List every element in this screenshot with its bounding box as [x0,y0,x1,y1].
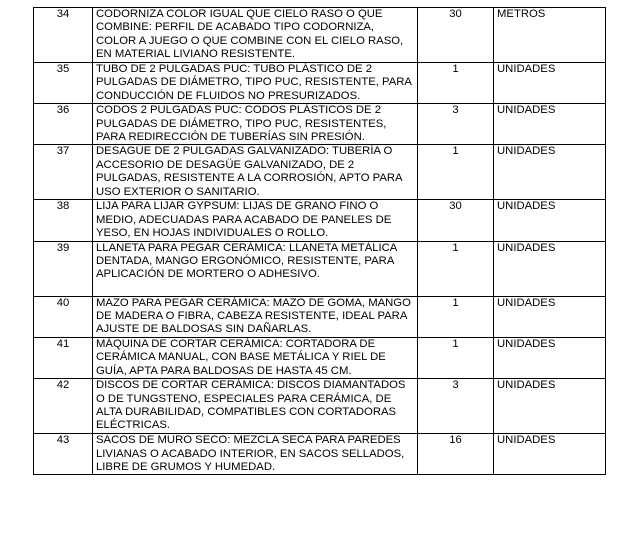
item-quantity: 3 [418,104,494,145]
item-description: LIJA PARA LIJAR GYPSUM: LIJAS DE GRANO FINO O MEDIO, ADECUADAS PARA ACABADO DE PANELES DE YESO, EN HOJAS INDIVIDUALES O ROLLO. [93,200,418,241]
table-row [34,241,606,296]
item-quantity: 30 [418,8,494,63]
item-quantity: 3 [418,379,494,434]
item-unit: UNIDADES [494,63,606,104]
item-description: LLANETA PARA PEGAR CERÁMICA: LLANETA METÁLICA DENTADA, MANGO ERGONÓMICO, RESISTENTE, PARA APLICACIÓN DE MORTERO O ADHESIVO. [93,241,418,296]
item-unit: UNIDADES [494,296,606,337]
item-number: 42 [34,379,93,434]
item-unit: UNIDADES [494,379,606,434]
item-description: MAZO PARA PEGAR CERÁMICA: MAZO DE GOMA, MANGO DE MADERA O FIBRA, CABEZA RESISTENTE, IDEAL PARA AJUSTE DE BALDOSAS SIN DAÑARLAS. [93,296,418,337]
item-number: 43 [34,434,93,475]
item-quantity: 1 [418,337,494,378]
table-row [34,104,606,145]
item-description: CODOS 2 PULGADAS PUC: CODOS PLÁSTICOS DE 2 PULGADAS DE DIÁMETRO, TIPO PUC, RESISTENTES, PARA REDIRECCIÓN DE TUBERÍAS SIN PRESIÓN. [93,104,418,145]
item-quantity: 1 [418,63,494,104]
items-table [33,7,606,475]
item-unit: UNIDADES [494,104,606,145]
table-row [34,63,606,104]
items-table-body [34,8,606,475]
table-row [34,337,606,378]
item-number: 37 [34,145,93,200]
table-row [34,8,606,63]
item-number: 34 [34,8,93,63]
item-unit: UNIDADES [494,241,606,296]
table-row [34,200,606,241]
item-unit: UNIDADES [494,145,606,200]
item-description: DISCOS DE CORTAR CERÁMICA: DISCOS DIAMANTADOS O DE TUNGSTENO, ESPECIALES PARA CERÁMICA, DE ALTA DURABILIDAD, COMPATIBLES CON CORTADORAS ELÉCTRICAS. [93,379,418,434]
item-unit: METROS [494,8,606,63]
item-unit: UNIDADES [494,337,606,378]
item-quantity: 16 [418,434,494,475]
item-quantity: 1 [418,145,494,200]
item-number: 35 [34,63,93,104]
item-description: DESAGÜE DE 2 PULGADAS GALVANIZADO: TUBERÍA O ACCESORIO DE DESAGÜE GALVANIZADO, DE 2 PULGADAS, RESISTENTE A LA CORROSIÓN, APTO PARA USO EXTERIOR O SANITARIO. [93,145,418,200]
item-number: 38 [34,200,93,241]
item-unit: UNIDADES [494,200,606,241]
item-description: SACOS DE MURO SECO: MEZCLA SECA PARA PAREDES LIVIANAS O ACABADO INTERIOR, EN SACOS SELLADOS, LIBRE DE GRUMOS Y HUMEDAD. [93,434,418,475]
table-row [34,434,606,475]
table-row [34,145,606,200]
item-unit: UNIDADES [494,434,606,475]
table-row [34,379,606,434]
item-number: 41 [34,337,93,378]
table-row [34,296,606,337]
item-description: MÁQUINA DE CORTAR CERÁMICA: CORTADORA DE CERÁMICA MANUAL, CON BASE METÁLICA Y RIEL DE GUÍA, APTA PARA BALDOSAS DE HASTA 45 CM. [93,337,418,378]
item-number: 36 [34,104,93,145]
item-description: TUBO DE 2 PULGADAS PUC: TUBO PLÁSTICO DE 2 PULGADAS DE DIÁMETRO, TIPO PUC, RESISTENTE, PARA CONDUCCIÓN DE FLUIDOS NO PRESURIZADOS. [93,63,418,104]
item-number: 39 [34,241,93,296]
item-description: CODORNIZA COLOR IGUAL QUE CIELO RASO O QUE COMBINE: PERFIL DE ACABADO TIPO CODORNIZA, COLOR A JUEGO O QUE COMBINE CON EL CIELO RASO, EN MATERIAL LIVIANO RESISTENTE. [93,8,418,63]
item-number: 40 [34,296,93,337]
item-quantity: 1 [418,241,494,296]
item-quantity: 1 [418,296,494,337]
item-quantity: 30 [418,200,494,241]
